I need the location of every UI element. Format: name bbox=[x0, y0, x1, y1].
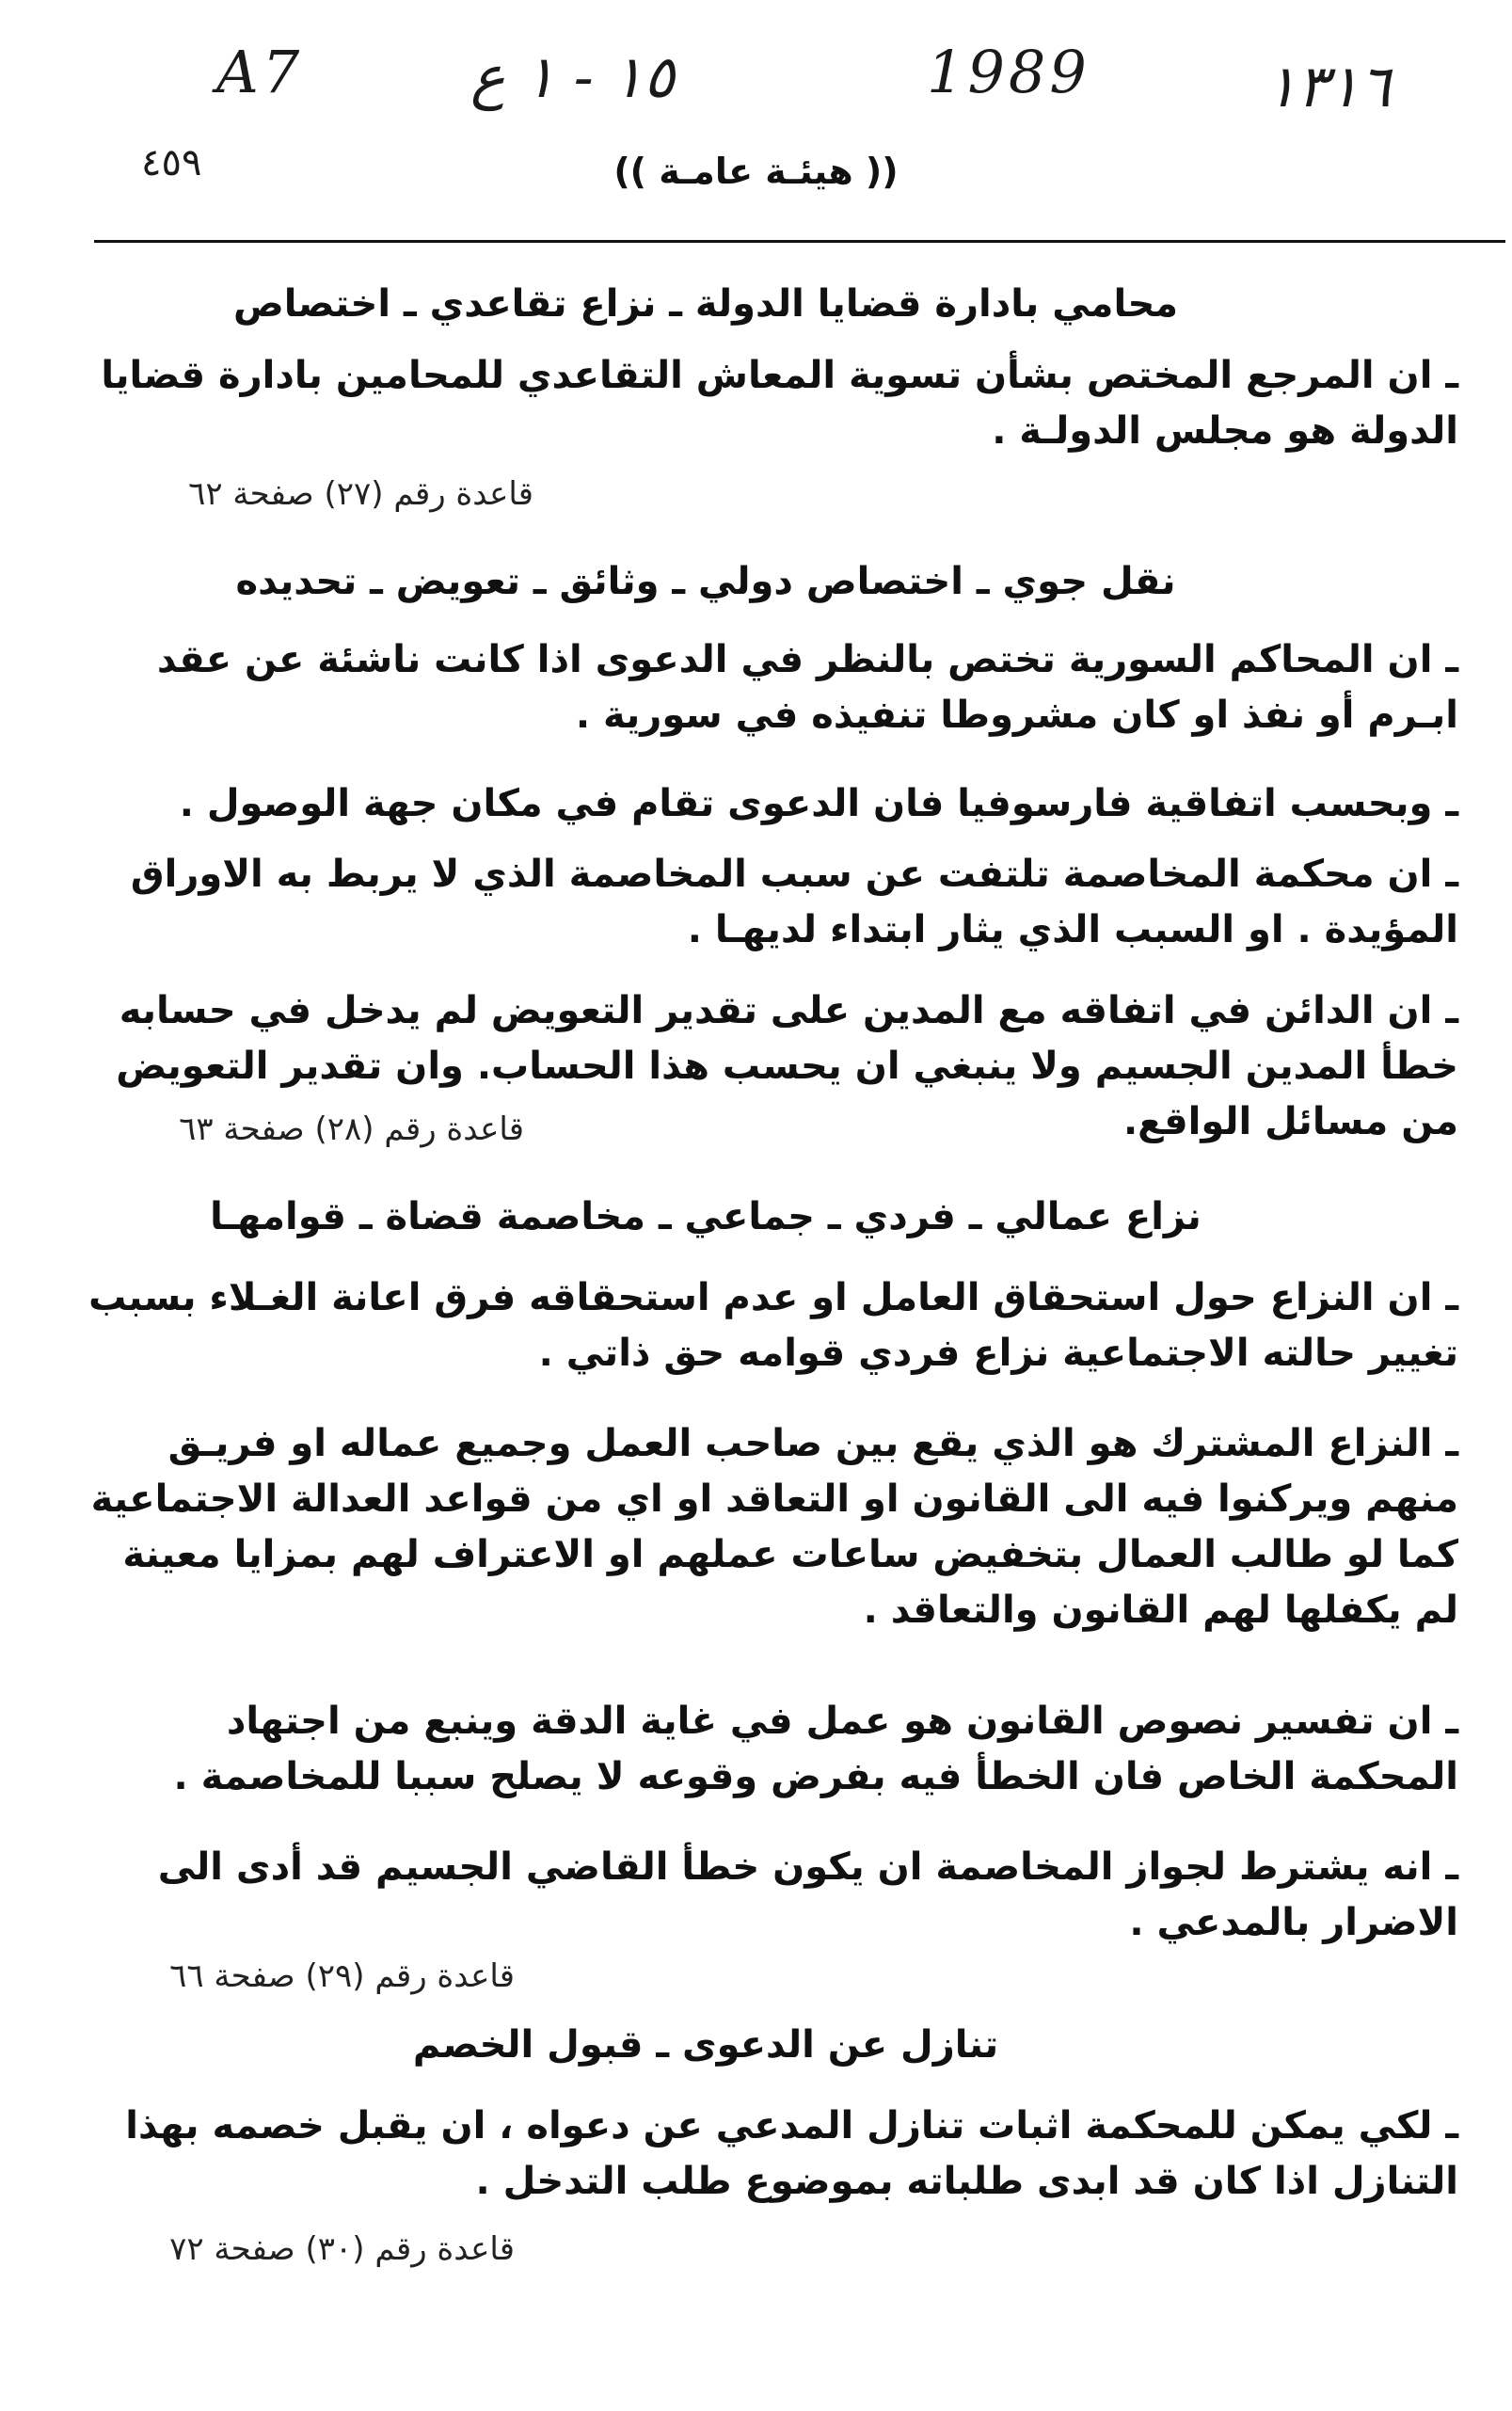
section-paragraph: ـ ان الدائن في اتفاقه مع المدين على تقدير التعويض لم يدخل في حسابه خطأ المدين الجسيم ولا ينبغي ان يحسب هذا الحساب. وان تقدير التعويض من مسائل الواقع. bbox=[116, 989, 1458, 1143]
section-paragraph: ـ لكي يمكن للمحكمة اثبات تنازل المدعي عن دعواه ، ان يقبل خصمه بهذا التنازل اذا كان قد ابدى طلباته بموضوع طلب التدخل . bbox=[125, 2104, 1458, 2203]
handwritten-date: ١٥ - ١ ع bbox=[470, 42, 675, 111]
rule-reference: قاعدة رقم (٢٨) صفحة ٦٣ bbox=[179, 1110, 524, 1148]
section-heading: نقل جوي ـ اختصاص دولي ـ وثائق ـ تعويض ـ تحديده bbox=[235, 560, 1176, 603]
section-heading: محامي بادارة قضايا الدولة ـ نزاع تقاعدي ـ اختصاص bbox=[232, 282, 1179, 326]
section-paragraph: ـ ان المحاكم السورية تختص بالنظر في الدعوى اذا كانت ناشئة عن عقد ابـرم أو نفذ او كان مشروطا تنفيذه في سورية . bbox=[156, 638, 1458, 737]
section-paragraph: ـ ان النزاع حول استحقاق العامل او عدم استحقاقه فرق اعانة الغـلاء بسبب تغيير حالته الاجتماعية نزاع فردي قوامه حق ذاتي . bbox=[88, 1276, 1458, 1375]
rule-reference: قاعدة رقم (٢٧) صفحة ٦٢ bbox=[188, 475, 533, 513]
rule-reference: قاعدة رقم (٣٠) صفحة ٧٢ bbox=[169, 2230, 515, 2268]
section-paragraph: ـ وبحسب اتفاقية فارسوفيا فان الدعوى تقام في مكان جهة الوصول . bbox=[179, 782, 1458, 825]
rule-reference: قاعدة رقم (٢٩) صفحة ٦٦ bbox=[169, 1957, 515, 1995]
page-title: (( هيئـة عامـة )) bbox=[613, 151, 899, 192]
handwritten-year: 1989 bbox=[927, 38, 1090, 106]
section-paragraph: ـ انه يشترط لجواز المخاصمة ان يكون خطأ القاضي الجسيم قد أدى الى الاضرار بالمدعي . bbox=[157, 1845, 1458, 1944]
handwritten-number: ١٣١٦ bbox=[1265, 52, 1392, 120]
page-number: ٤٥٩ bbox=[141, 141, 202, 184]
section-paragraph: ـ ان تفسير نصوص القانون هو عمل في غاية الدقة وينبع من اجتهاد المحكمة الخاص فان الخطأ فيه بفرض وقوعه لا يصلح سببا للمخاصمة . bbox=[173, 1700, 1458, 1798]
handwritten-mark-left: A7 bbox=[216, 38, 304, 106]
section-heading: تنازل عن الدعوى ـ قبول الخصم bbox=[412, 2023, 999, 2067]
header-divider bbox=[94, 240, 1505, 243]
section-paragraph: ـ ان محكمة المخاصمة تلتفت عن سبب المخاصمة الذي لا يربط به الاوراق المؤيدة . او السبب الذي يثار ابتداء لديهـا . bbox=[130, 853, 1458, 951]
section-heading: نزاع عمالي ـ فردي ـ جماعي ـ مخاصمة قضاة ـ قوامهـا bbox=[210, 1195, 1202, 1238]
section-paragraph: ـ النزاع المشترك هو الذي يقع بين صاحب العمل وجميع عماله او فريـق منهم ويركنوا فيه الى القانون او التعاقد او اي من قواعد العدالة الاجتماعية كما لو طالب العمال بتخفيض ساعات عملهم او الاعتراف لهم بمزايا معينة لم يكفلها لهم القانون والتعاقد . bbox=[90, 1422, 1458, 1632]
section-paragraph: ـ ان المرجع المختص بشأن تسوية المعاش التقاعدي للمحامين بادارة قضايا الدولة هو مجلس الدولـة . bbox=[101, 354, 1458, 453]
